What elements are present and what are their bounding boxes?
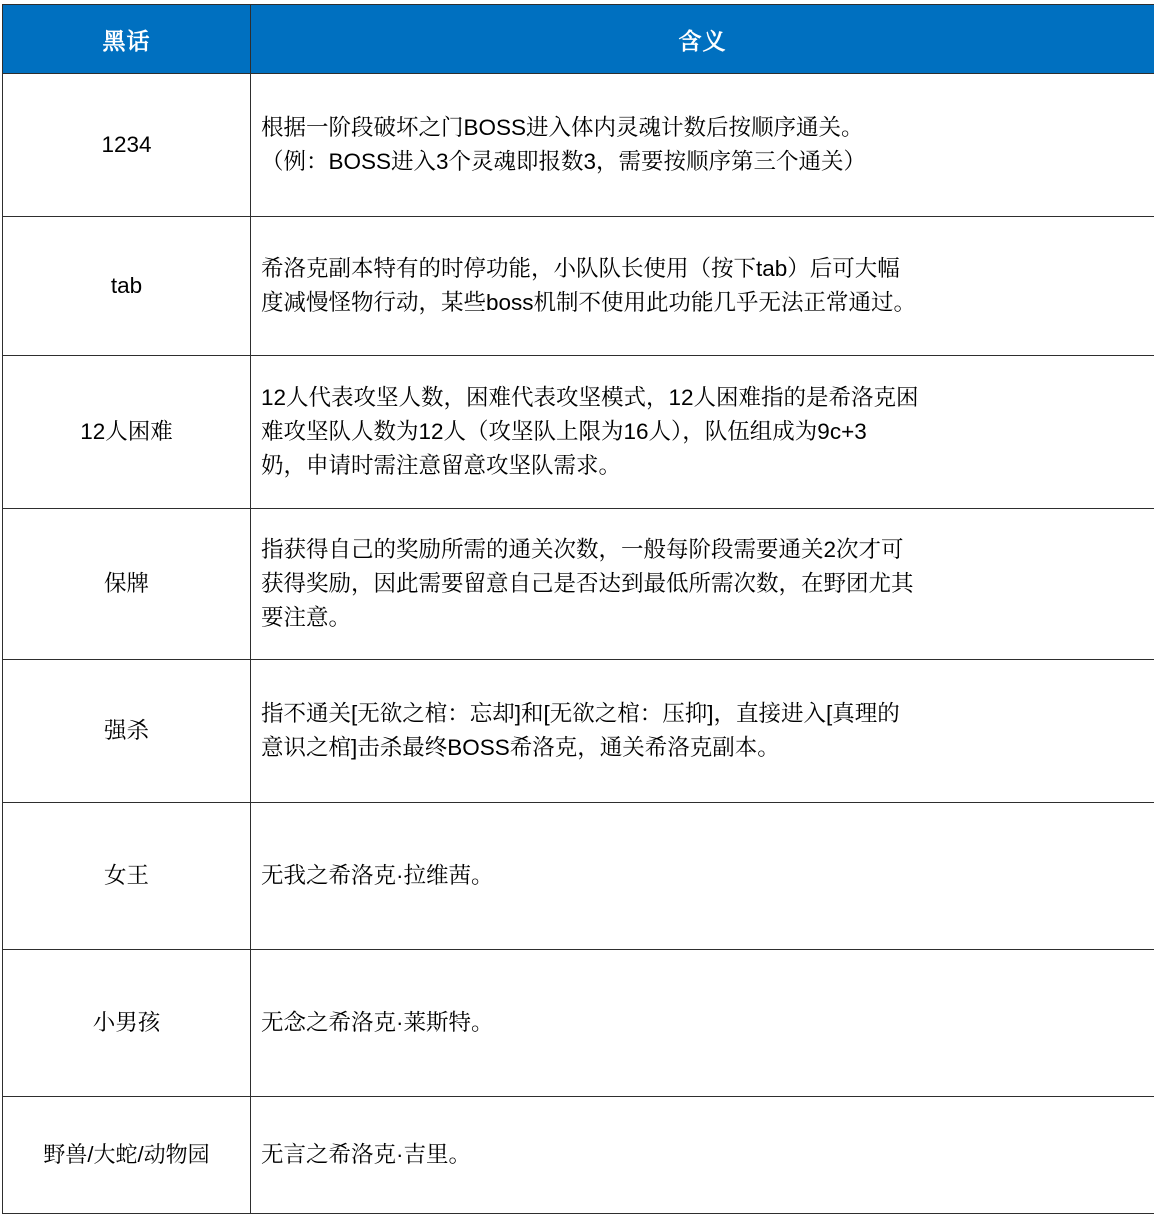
definition-cell	[251, 356, 1154, 509]
definition-line: （例：BOSS进入3个灵魂即报数3，需要按顺序第三个通关）	[261, 146, 1146, 178]
definition-cell	[251, 950, 1154, 1097]
table-row	[3, 217, 1154, 356]
definition-line: 要注意。	[261, 602, 1146, 634]
table-row	[3, 356, 1154, 509]
definition-line: 获得奖励，因此需要留意自己是否达到最低所需次数，在野团尤其	[261, 568, 1146, 600]
definition-line: 指不通关[无欲之棺：忘却]和[无欲之棺：压抑]，直接进入[真理的	[261, 698, 1146, 730]
definition-line: 意识之棺]击杀最终BOSS希洛克，通关希洛克副本。	[261, 732, 1146, 764]
table-row	[3, 509, 1154, 660]
definition-line: 度减慢怪物行动，某些boss机制不使用此功能几乎无法正常通过。	[261, 287, 1146, 319]
term-cell: 小男孩	[3, 950, 251, 1097]
definition-line: 无言之希洛克·吉里。	[261, 1139, 1146, 1171]
table-row	[3, 1097, 1154, 1214]
table-header-row	[3, 5, 1154, 74]
term-cell: 保牌	[3, 509, 251, 660]
definition-line: 奶，申请时需注意留意攻坚队需求。	[261, 450, 1146, 482]
column-header-term: 黑话	[3, 5, 251, 74]
definition-cell	[251, 74, 1154, 217]
table-row	[3, 74, 1154, 217]
definition-line: 难攻坚队人数为12人（攻坚队上限为16人），队伍组成为9c+3	[261, 416, 1146, 448]
definition-line: 指获得自己的奖励所需的通关次数，一般每阶段需要通关2次才可	[261, 534, 1146, 566]
table-row	[3, 660, 1154, 803]
table-row	[3, 950, 1154, 1097]
term-cell: 12人困难	[3, 356, 251, 509]
definition-line: 希洛克副本特有的时停功能，小队队长使用（按下tab）后可大幅	[261, 253, 1146, 285]
table-row	[3, 803, 1154, 950]
column-header-meaning: 含义	[251, 5, 1154, 74]
definition-line: 无我之希洛克·拉维茜。	[261, 860, 1146, 892]
term-cell: 1234	[3, 74, 251, 217]
definition-cell	[251, 660, 1154, 803]
definition-line: 根据一阶段破坏之门BOSS进入体内灵魂计数后按顺序通关。	[261, 112, 1146, 144]
definition-cell	[251, 509, 1154, 660]
definition-cell	[251, 1097, 1154, 1214]
term-cell: 强杀	[3, 660, 251, 803]
glossary-table	[2, 4, 1154, 1214]
definition-line: 12人代表攻坚人数，困难代表攻坚模式，12人困难指的是希洛克困	[261, 382, 1146, 414]
term-cell: tab	[3, 217, 251, 356]
definition-line: 无念之希洛克·莱斯特。	[261, 1007, 1146, 1039]
definition-cell	[251, 217, 1154, 356]
term-cell: 野兽/大蛇/动物园	[3, 1097, 251, 1214]
term-cell: 女王	[3, 803, 251, 950]
definition-cell	[251, 803, 1154, 950]
